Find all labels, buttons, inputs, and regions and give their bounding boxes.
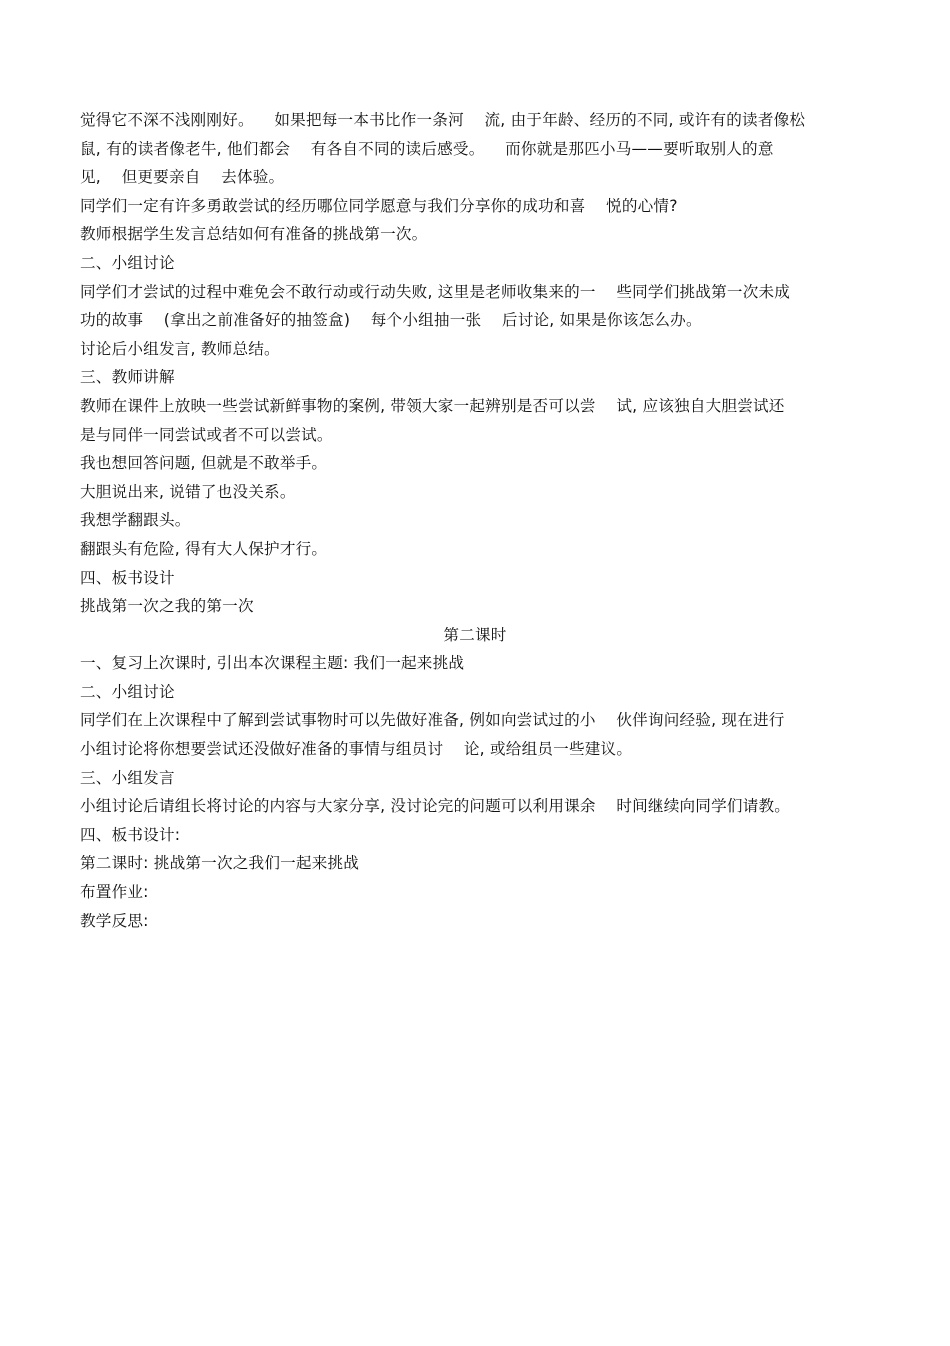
text-line: 我想学翻跟头。 (80, 511, 191, 530)
section-heading: 四、板书设计: (80, 825, 181, 844)
text-line: 小组讨论后请组长将讨论的内容与大家分享, 没讨论完的问题可以利用课余 时间继续向同学们请教。 (80, 797, 791, 816)
section-heading: 四、板书设计 (80, 568, 175, 587)
section-heading: 三、小组发言 (80, 768, 175, 787)
lesson-title: 第二课时 (443, 625, 507, 644)
text-line: 小组讨论将你想要尝试还没做好准备的事情与组员讨 论, 或给组员一些建议。 (80, 740, 633, 759)
text-line: 教师在课件上放映一些尝试新鲜事物的案例, 带领大家一起辨别是否可以尝 试, 应该独自大胆尝试还 (80, 396, 785, 415)
text-line: 翻跟头有危险, 得有大人保护才行。 (80, 539, 328, 558)
section-heading: 三、教师讲解 (80, 368, 175, 387)
text-line: 见, 但更要亲自 去体验。 (80, 168, 285, 187)
section-heading: 二、小组讨论 (80, 682, 175, 701)
text-line: 我也想回答问题, 但就是不敢举手。 (80, 454, 328, 473)
text-line: 大胆说出来, 说错了也没关系。 (80, 482, 296, 501)
text-line: 是与同伴一同尝试或者不可以尝试。 (80, 425, 333, 444)
text-line: 功的故事 (拿出之前准备好的抽签盒) 每个小组抽一张 后讨论, 如果是你该怎么办。 (80, 311, 702, 330)
text-line: 教师根据学生发言总结如何有准备的挑战第一次。 (80, 225, 428, 244)
text-line: 挑战第一次之我的第一次 (80, 597, 254, 616)
section-heading: 二、小组讨论 (80, 253, 175, 272)
text-line: 第二课时: 挑战第一次之我们一起来挑战 (80, 854, 360, 873)
text-line: 布置作业: (80, 883, 149, 902)
text-line: 觉得它不深不浅刚刚好。 如果把每一本书比作一条河 流, 由于年龄、经历的不同, 或许有的读者像松 (80, 111, 806, 129)
section-heading: 一、复习上次课时, 引出本次课程主题: 我们一起来挑战 (80, 654, 465, 673)
text-line: 同学们在上次课程中了解到尝试事物时可以先做好准备, 例如向尝试过的小 伙伴询问经验, 现在进行 (80, 711, 785, 730)
text-line: 教学反思: (80, 911, 149, 930)
text-line: 同学们一定有许多勇敢尝试的经历哪位同学愿意与我们分享你的成功和喜 悦的心情? (80, 196, 678, 215)
text-line: 讨论后小组发言, 教师总结。 (80, 339, 280, 358)
text-line: 鼠, 有的读者像老牛, 他们都会 有各自不同的读后感受。 而你就是那匹小马——要听取别人的意 (80, 139, 774, 158)
document-body (80, 106, 870, 935)
text-line: 同学们才尝试的过程中难免会不敢行动或行动失败, 这里是老师收集来的一 些同学们挑战第一次未成 (80, 282, 791, 301)
